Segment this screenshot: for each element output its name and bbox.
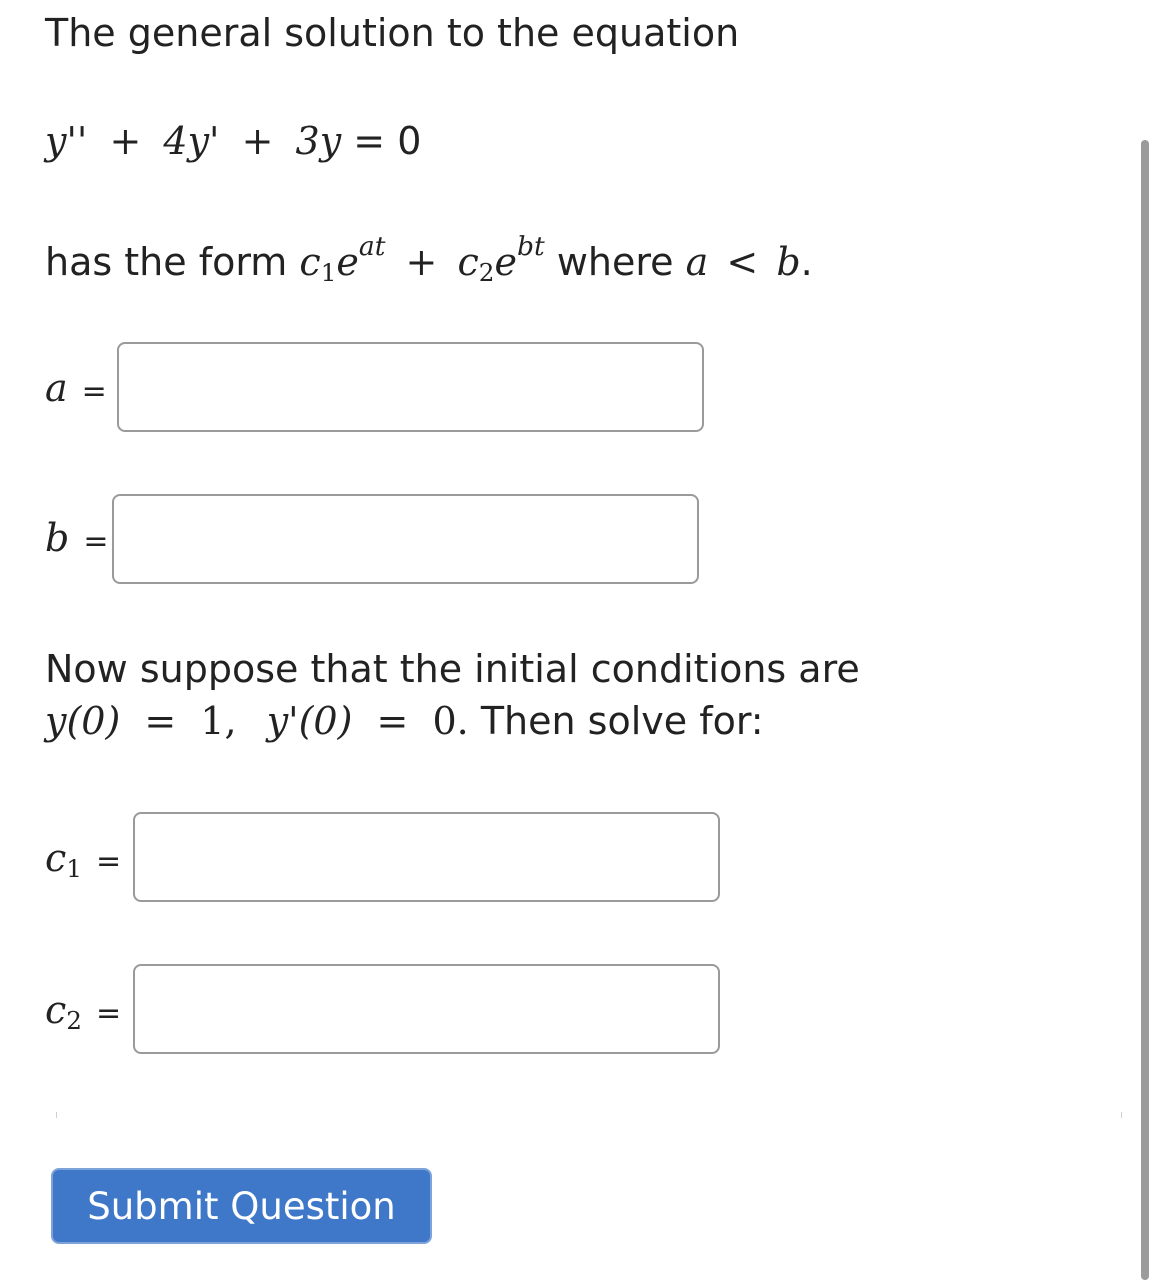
ic-eq-1: = <box>144 699 177 743</box>
label-b-eq: = <box>83 524 109 559</box>
eq-term-4y-prime: 4y' <box>163 119 220 163</box>
solution-form <box>45 232 813 288</box>
form-period: . <box>800 239 813 284</box>
eq-rhs: = 0 <box>353 119 422 163</box>
ic-line-1: Now suppose that the initial conditions are <box>45 647 860 691</box>
form-plus: + <box>405 239 438 284</box>
label-c1 <box>45 836 121 883</box>
ic-yp0: y'(0) <box>266 699 353 743</box>
differential-equation <box>45 120 421 164</box>
answer-a-input[interactable] <box>117 342 704 432</box>
eq-plus-2: + <box>241 119 274 163</box>
eq-plus-1: + <box>109 119 142 163</box>
label-a-eq: = <box>81 374 107 409</box>
answer-c2-input[interactable] <box>133 964 720 1054</box>
form-where: where <box>556 239 674 284</box>
ic-y0: y(0) <box>45 699 121 743</box>
label-a <box>45 366 107 410</box>
label-c2-var: $c_2$ <box>45 988 83 1036</box>
ic-val-1: 1, <box>200 699 237 743</box>
form-c1: $c_1$ <box>299 239 337 288</box>
form-lt: < <box>726 239 759 284</box>
question-intro: The general solution to the equation <box>45 11 740 55</box>
form-b: b <box>776 239 801 284</box>
label-c2 <box>45 988 121 1035</box>
ic-line-2 <box>45 700 764 744</box>
label-c1-eq: = <box>96 844 122 879</box>
answer-b-input[interactable] <box>112 494 699 584</box>
form-e1: $e^{at}$ <box>336 231 386 284</box>
form-a: a <box>685 239 709 284</box>
ic-val-2: 0. <box>432 699 469 743</box>
divider-tick-left <box>56 1112 57 1118</box>
ic-tail: Then solve for: <box>480 699 764 743</box>
label-b <box>45 516 108 560</box>
label-c1-var: $c_1$ <box>45 836 83 884</box>
label-b-var: b <box>45 516 70 560</box>
label-c2-eq: = <box>96 996 122 1031</box>
form-e2: $e^{bt}$ <box>494 231 545 284</box>
eq-term-3y: 3y <box>295 119 342 163</box>
ic-eq-2: = <box>376 699 409 743</box>
label-a-var: a <box>45 366 68 410</box>
answer-c1-input[interactable] <box>133 812 720 902</box>
submit-question-button[interactable]: Submit Question <box>51 1168 432 1244</box>
form-c2: $c_2$ <box>457 239 495 288</box>
scrollbar-thumb[interactable] <box>1141 140 1149 1280</box>
divider-tick-right <box>1121 1112 1122 1118</box>
form-prefix: has the form <box>45 239 288 284</box>
eq-y-double-prime: y'' <box>45 119 88 163</box>
